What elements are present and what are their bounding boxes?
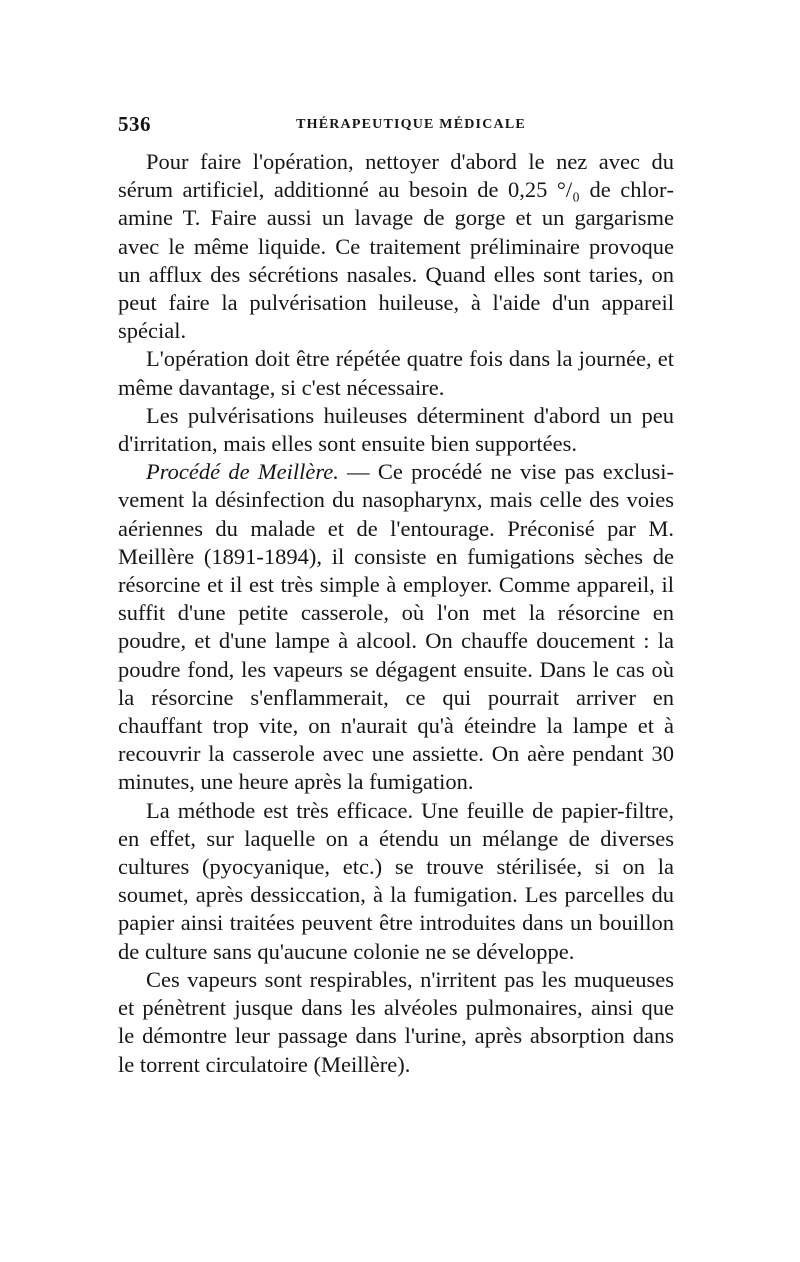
paragraph	[118, 966, 674, 1079]
paragraph-text: Les pulvérisations huileuses déterminent d'abord un peu d'irritation, mais elles sont ensuite bien supportées.	[118, 402, 674, 457]
paragraph	[118, 458, 674, 796]
paragraph	[118, 402, 674, 458]
running-head: THÉRAPEUTIQUE MÉDICALE	[296, 117, 526, 132]
paragraph-text: — Ce procédé ne vise pas exclusivement la désinfection du nasopharynx, mais celle des voies aériennes du malade et de l'entourage. Préconisé par M. Meillère (1891-1894), il consiste en fumigations sèches de résorcine et il est très simple à employer. Comme appareil, il suffit d'une petite casserole, où l'on met la résorcine en poudre, et d'une lampe à alcool. On chauffe doucement : la poudre fond, les vapeurs se dégagent ensuite. Dans le cas où la résorcine s'enflammerait, ce qui pourrait arriver en chauffant trop vite, on n'aurait qu'à éteindre la lampe et à recouvrir la casserole avec une assiette. On aère pendant 30 minutes, une heure après la fumigation.	[118, 459, 674, 795]
paragraph-text: L'opération doit être répétée quatre fois dans la journée, et même davantage, si c'est nécessaire.	[118, 346, 674, 400]
paragraph-text: La méthode est très efficace. Une feuille de papier-filtre, en effet, sur laquelle on a étendu un mélange de diverses cultures (pyocyanique, etc.) se trouve stérilisée, si on la soumet, après dessiccation, à la fumigation. Les parcelles du papier ainsi traitées peuvent être introduites dans un bouillon de culture sans qu'aucune colonie ne se développe.	[118, 797, 674, 964]
book-page	[118, 112, 674, 1079]
body-text	[118, 148, 674, 1079]
paragraph	[118, 797, 674, 966]
paragraph	[118, 148, 674, 345]
paragraph	[118, 345, 674, 401]
paragraph-text: Pour faire l'opération, nettoyer d'abord le nez avec du sérum artificiel, additionné au besoin de 0,25 °/₀ de chloramine T. Faire aussi un lavage de gorge et un gargarisme avec le même liquide. Ce traitement préliminaire provoque un afflux des sécrétions nasales. Quand elles sont taries, on peut faire la pulvérisation huileuse, à l'aide d'un appareil spécial.	[118, 149, 674, 344]
paragraph-text: Ces vapeurs sont respirables, n'irritent pas les muqueuses et pénètrent jusque dans les alvéoles pulmonaires, ainsi que le démontre leur passage dans l'urine, après absorption dans le torrent circulatoire (Meillère).	[118, 966, 674, 1077]
page-number: 536	[118, 112, 151, 136]
section-heading-italic: Procédé de Meillère.	[146, 459, 339, 485]
page-header	[118, 112, 674, 142]
